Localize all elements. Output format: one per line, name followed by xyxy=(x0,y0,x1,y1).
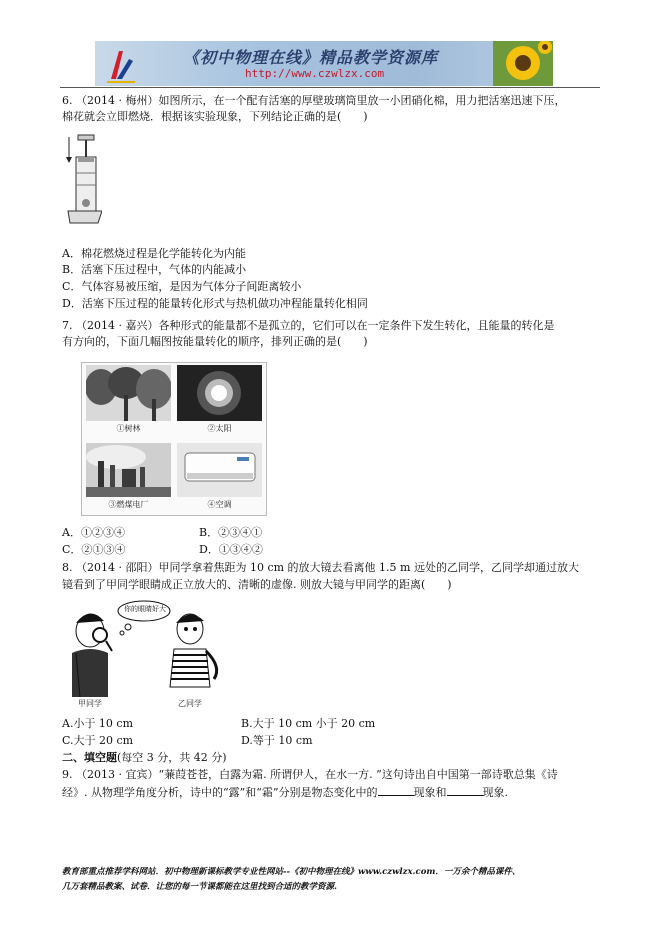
q7-stem-line2: 有方向的，下面几幅图按能量转化的顺序，排列正确的是( ) xyxy=(62,335,368,348)
power-plant-photo xyxy=(86,443,171,497)
site-logo-icon xyxy=(103,45,139,83)
caption-air-conditioner: ④空调 xyxy=(207,500,232,509)
q9-stem-line1: 9. （2013 · 宜宾）“蒹葭苍苍，白露为霜. 所谓伊人，在水一方. ”这句诗出自中国第一部诗歌总集《诗 xyxy=(62,768,558,781)
piston-cylinder-figure xyxy=(62,133,102,225)
q8-option-c[interactable]: C.大于 20 cm xyxy=(62,734,134,747)
q6-stem-line1: 6. （2014 · 梅州）如图所示，在一个配有活塞的厚壁玻璃筒里放一小团硝化棉，用力把活塞迅速下压， xyxy=(62,94,566,107)
header-banner xyxy=(95,41,553,86)
banner-title: 《初中物理在线》精品教学资源库 xyxy=(183,48,439,67)
forest-photo xyxy=(86,365,171,421)
header-divider xyxy=(60,87,600,88)
q9-stem-line2-b: 现象和 xyxy=(413,786,447,799)
q9-blank-2[interactable] xyxy=(447,785,483,796)
q6-option-c[interactable]: C．气体容易被压缩，是因为气体分子间距离较小 xyxy=(62,280,302,293)
q6-option-a[interactable]: A．棉花燃烧过程是化学能转化为内能 xyxy=(62,247,246,260)
sunflower-icon xyxy=(493,41,553,86)
caption-forest: ①树林 xyxy=(116,424,141,433)
q6-option-d[interactable]: D．活塞下压过程的能量转化形式与热机做功冲程能量转化相同 xyxy=(62,297,368,310)
q7-option-c[interactable]: C．②①③④ xyxy=(62,543,126,556)
label-student-b: 乙同学 xyxy=(178,699,202,708)
q6-stem-line2: 棉花就会立即燃烧．根据该实验现象，下列结论正确的是( ) xyxy=(62,110,368,123)
q8-option-b[interactable]: B.大于 10 cm 小于 20 cm xyxy=(241,717,376,730)
caption-sun: ②太阳 xyxy=(207,424,232,433)
footer-line1: 教育部重点推荐学科网站．初中物理新课标教学专业性网站--《初中物理在线》www.czwlzx.com．一万余个精品课件、 xyxy=(62,867,521,877)
q8-option-a[interactable]: A.小于 10 cm xyxy=(62,717,134,730)
q9-stem-line2-c: 现象. xyxy=(482,786,508,799)
q9-blank-1[interactable] xyxy=(378,785,414,796)
energy-photo-grid xyxy=(81,362,267,516)
section-heading xyxy=(62,751,227,765)
q7-option-a[interactable]: A．①②③④ xyxy=(62,526,125,539)
q6-option-b[interactable]: B．活塞下压过程中，气体的内能减小 xyxy=(62,263,247,276)
q9-stem-line2-a: 经》. 从物理学角度分析，诗中的“露”和“霜”分别是物态变化中的 xyxy=(62,786,378,799)
q8-stem-line2: 镜看到了甲同学眼睛成正立放大的、清晰的虚像. 则放大镜与甲同学的距离( ) xyxy=(62,578,452,591)
banner-url[interactable]: http://www.czwlzx.com xyxy=(245,67,385,80)
footer-line2: 几万套精品教案、试卷．让您的每一节课都能在这里找到合适的教学资源. xyxy=(62,882,337,892)
air-conditioner-photo xyxy=(177,443,262,497)
label-student-a: 甲同学 xyxy=(78,699,102,708)
section-scoring-note: (每空 3 分，共 42 分) xyxy=(117,751,227,764)
magnifier-figure xyxy=(62,597,234,709)
q7-stem-line1: 7. （2014 · 嘉兴）各种形式的能量都不是孤立的，它们可以在一定条件下发生转化，且能量的转化是 xyxy=(62,319,555,332)
q8-option-d[interactable]: D.等于 10 cm xyxy=(241,734,313,747)
q9-stem-line2 xyxy=(62,785,508,800)
q8-stem-line1: 8. （2014 · 邵阳）甲同学拿着焦距为 10 cm 的放大镜去看离他 1.5 m 远处的乙同学，乙同学却通过放大 xyxy=(62,561,579,574)
q7-option-d[interactable]: D．①③④② xyxy=(199,543,263,556)
q7-option-b[interactable]: B．②③④① xyxy=(199,526,263,539)
caption-power-plant: ③燃煤电厂 xyxy=(108,500,149,509)
speech-bubble-text: 你的眼睛好大 xyxy=(124,605,166,613)
section-title: 二、填空题 xyxy=(62,751,117,764)
sun-photo xyxy=(177,365,262,421)
